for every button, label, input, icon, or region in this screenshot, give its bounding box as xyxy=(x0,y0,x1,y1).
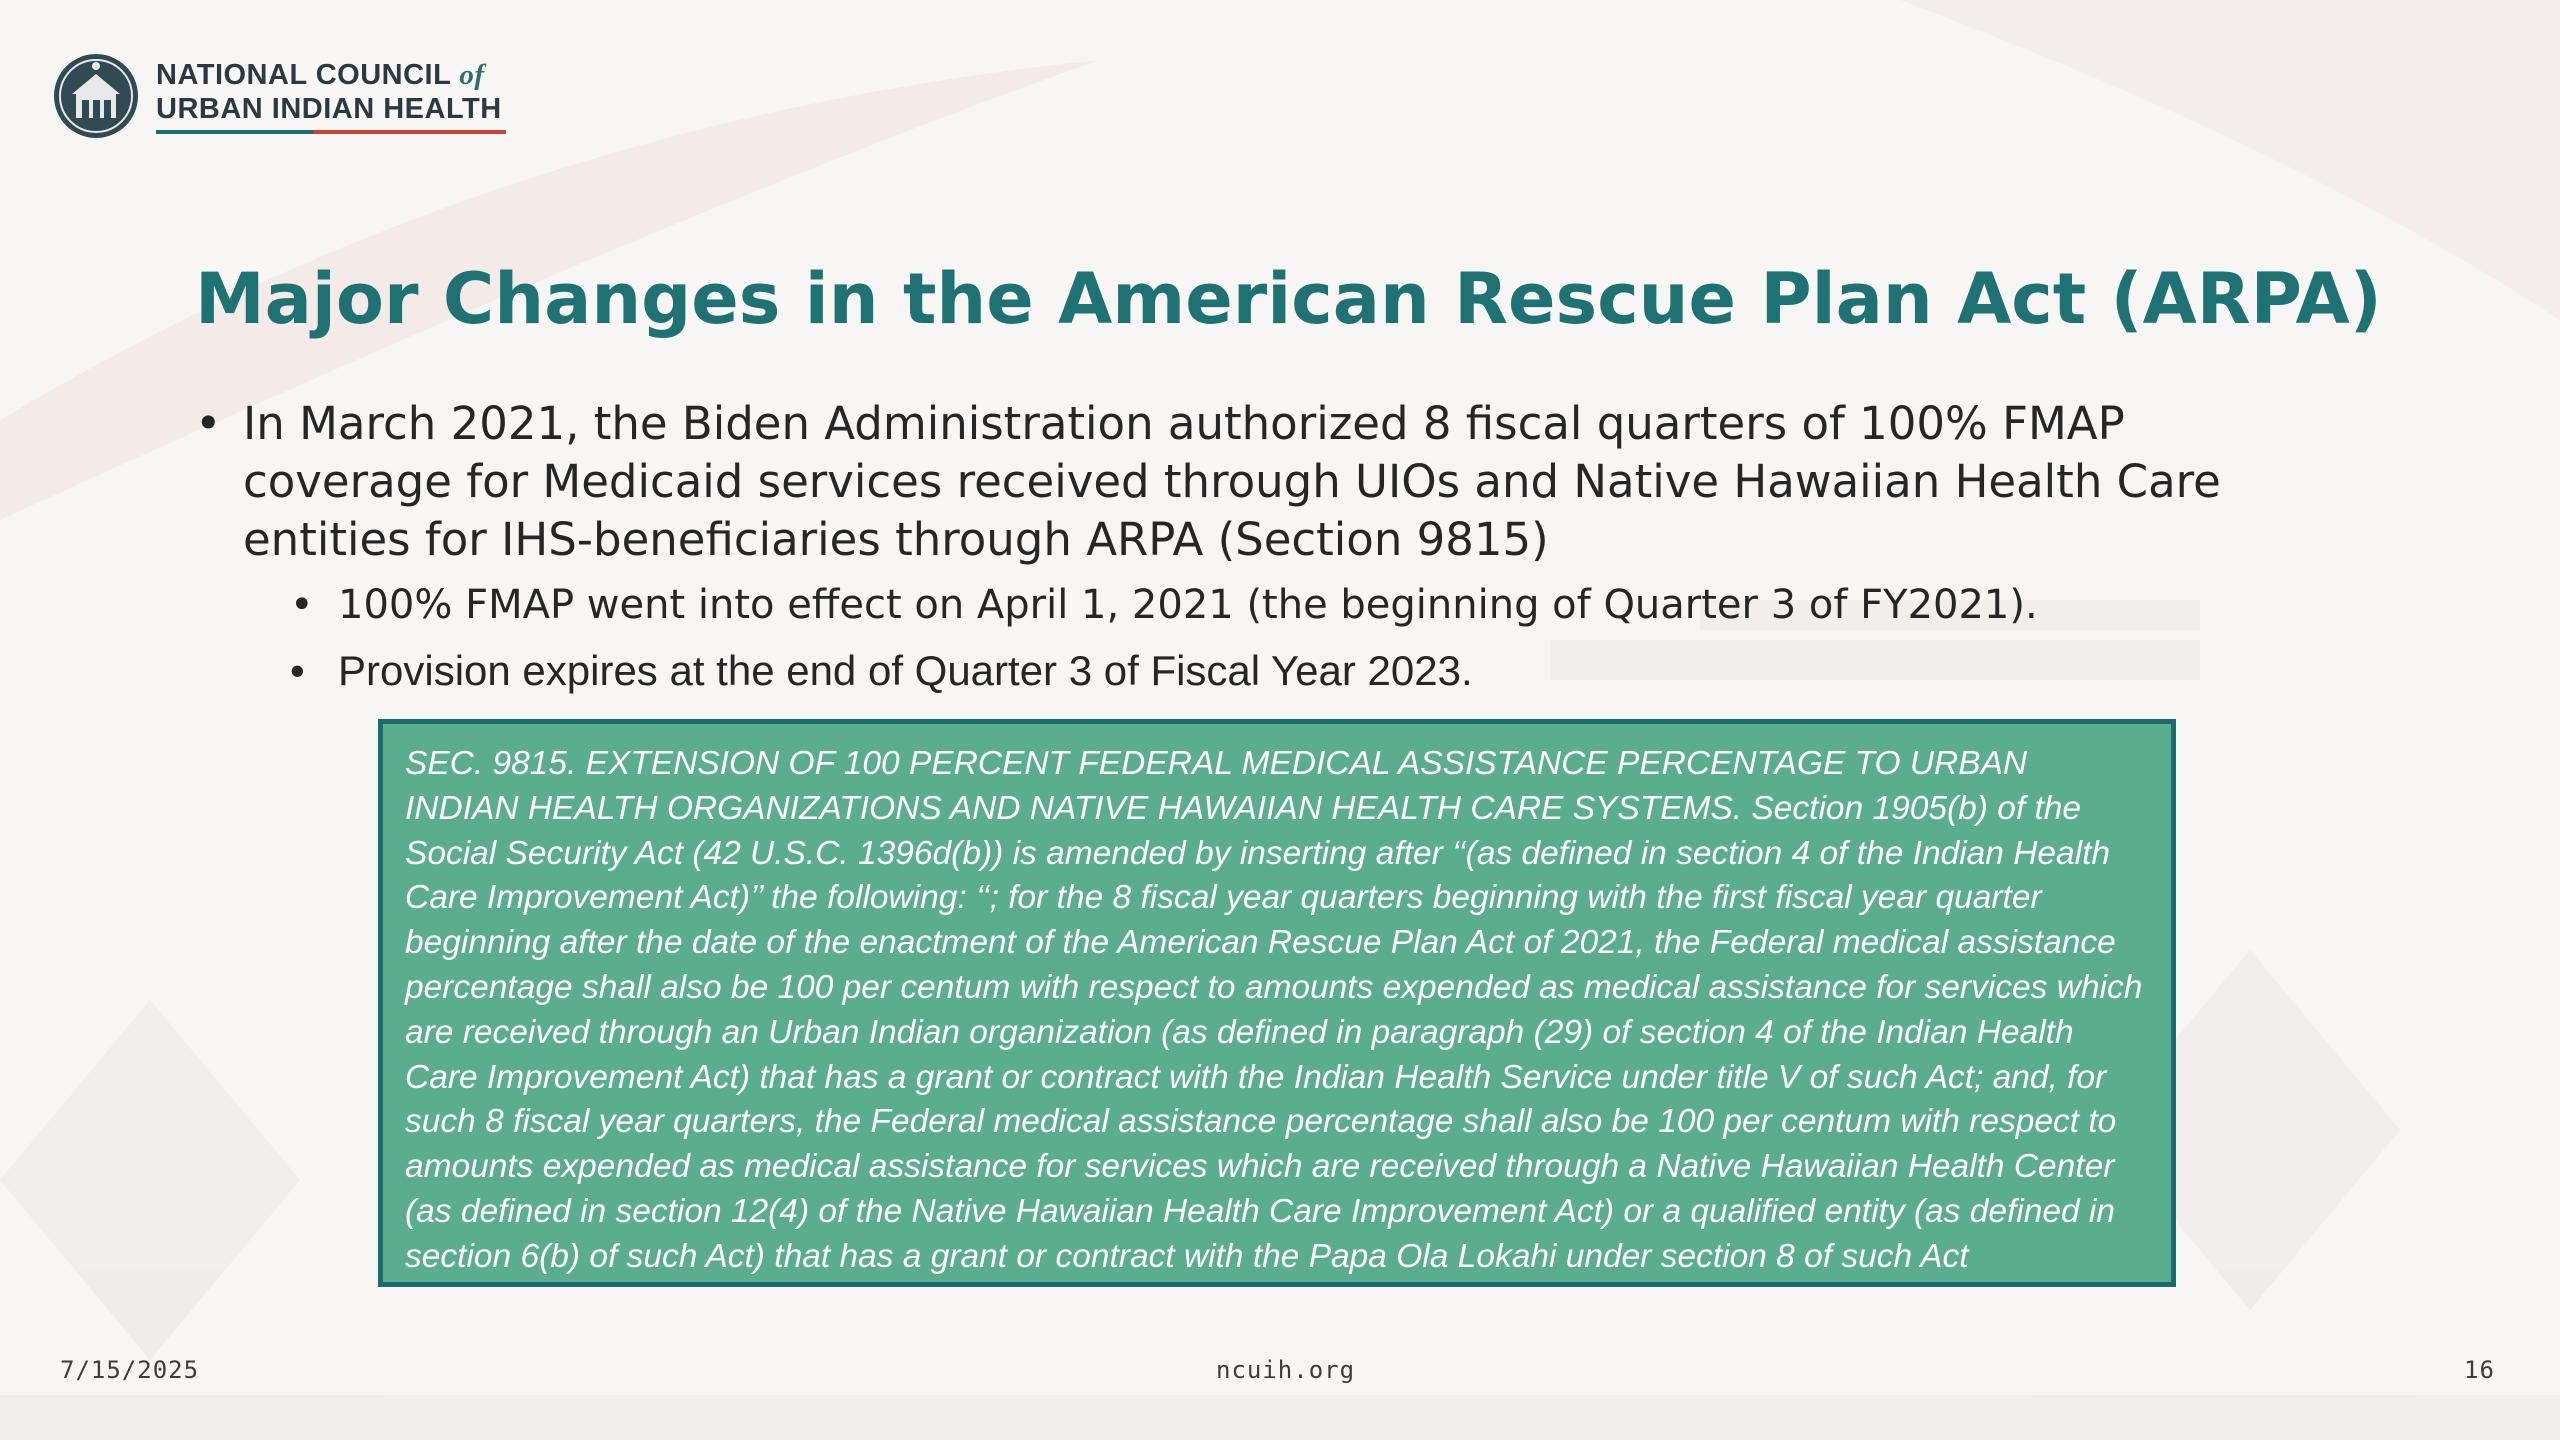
ncuih-seal-icon xyxy=(52,52,140,140)
footer-page-number: 16 xyxy=(2464,1356,2495,1384)
bullet-text: In March 2021, the Biden Administration authorized 8 fiscal quarters of 100% FMAP coverage for Medicaid services received through UIOs and Native Hawaiian Health Care entities for IHS-beneficiaries through ARPA (Section 9815) xyxy=(243,397,2221,566)
bullet-list xyxy=(195,395,2345,697)
sub-bullet-item xyxy=(290,645,2345,697)
logo-line-1: NATIONAL COUNCIL xyxy=(156,59,451,91)
logo-line-2: URBAN INDIAN HEALTH xyxy=(156,93,502,125)
bullet-item xyxy=(195,395,2345,569)
footer-website: ncuih.org xyxy=(1216,1356,1356,1384)
footer-date: 7/15/2025 xyxy=(60,1356,200,1384)
sub-bullet-item xyxy=(290,579,2345,631)
ncuih-logo xyxy=(52,52,506,140)
logo-of: of xyxy=(459,59,485,91)
statute-quote-box xyxy=(378,719,2176,1287)
logo-underline xyxy=(156,130,506,134)
logo-wordmark xyxy=(156,58,506,126)
bullet-dot-icon: • xyxy=(290,582,314,628)
statute-quote-text: SEC. 9815. EXTENSION OF 100 PERCENT FEDERAL MEDICAL ASSISTANCE PERCENTAGE TO URBAN INDIAN HEALTH ORGANIZATIONS AND NATIVE HAWAIIAN HEALTH CARE SYSTEMS. Section 1905(b) of the Social Security Act (42 U.S.C. 1396d(b)) is amended by inserting after ‘‘(as defined in section 4 of the Indian Health Care Improvement Act)’’ the following: ‘‘; for the 8 fiscal year quarters beginning with the first fiscal year quarter beginning after the date of the enactment of the American Rescue Plan Act of 2021, the Federal medical assistance percentage shall also be 100 per centum with respect to amounts expended as medical assistance for services which are received through an Urban Indian organization (as defined in paragraph (29) of section 4 of the Indian Health Care Improvement Act) that has a grant or contract with the Indian Health Service under title V of such Act; and, for such 8 fiscal year quarters, the Federal medical assistance percentage shall also be 100 per centum with respect to amounts expended as medical assistance for services which are received through a Native Hawaiian Health Center (as defined in section 12(4) of the Native Hawaiian Health Care Improvement Act) or a qualified entity (as defined in section 6(b) of such Act) that has a grant or contract with the Papa Ola Lokahi under section 8 of such Act xyxy=(405,745,2143,1275)
bullet-dot-icon: • xyxy=(290,647,305,694)
slide-title: Major Changes in the American Rescue Plan Act (ARPA) xyxy=(195,258,2382,340)
sub-bullet-text: 100% FMAP went into effect on April 1, 2021 (the beginning of Quarter 3 of FY2021). xyxy=(338,582,2038,628)
bullet-dot-icon: • xyxy=(195,397,222,450)
sub-bullet-text: Provision expires at the end of Quarter 3 of Fiscal Year 2023. xyxy=(338,647,1473,694)
